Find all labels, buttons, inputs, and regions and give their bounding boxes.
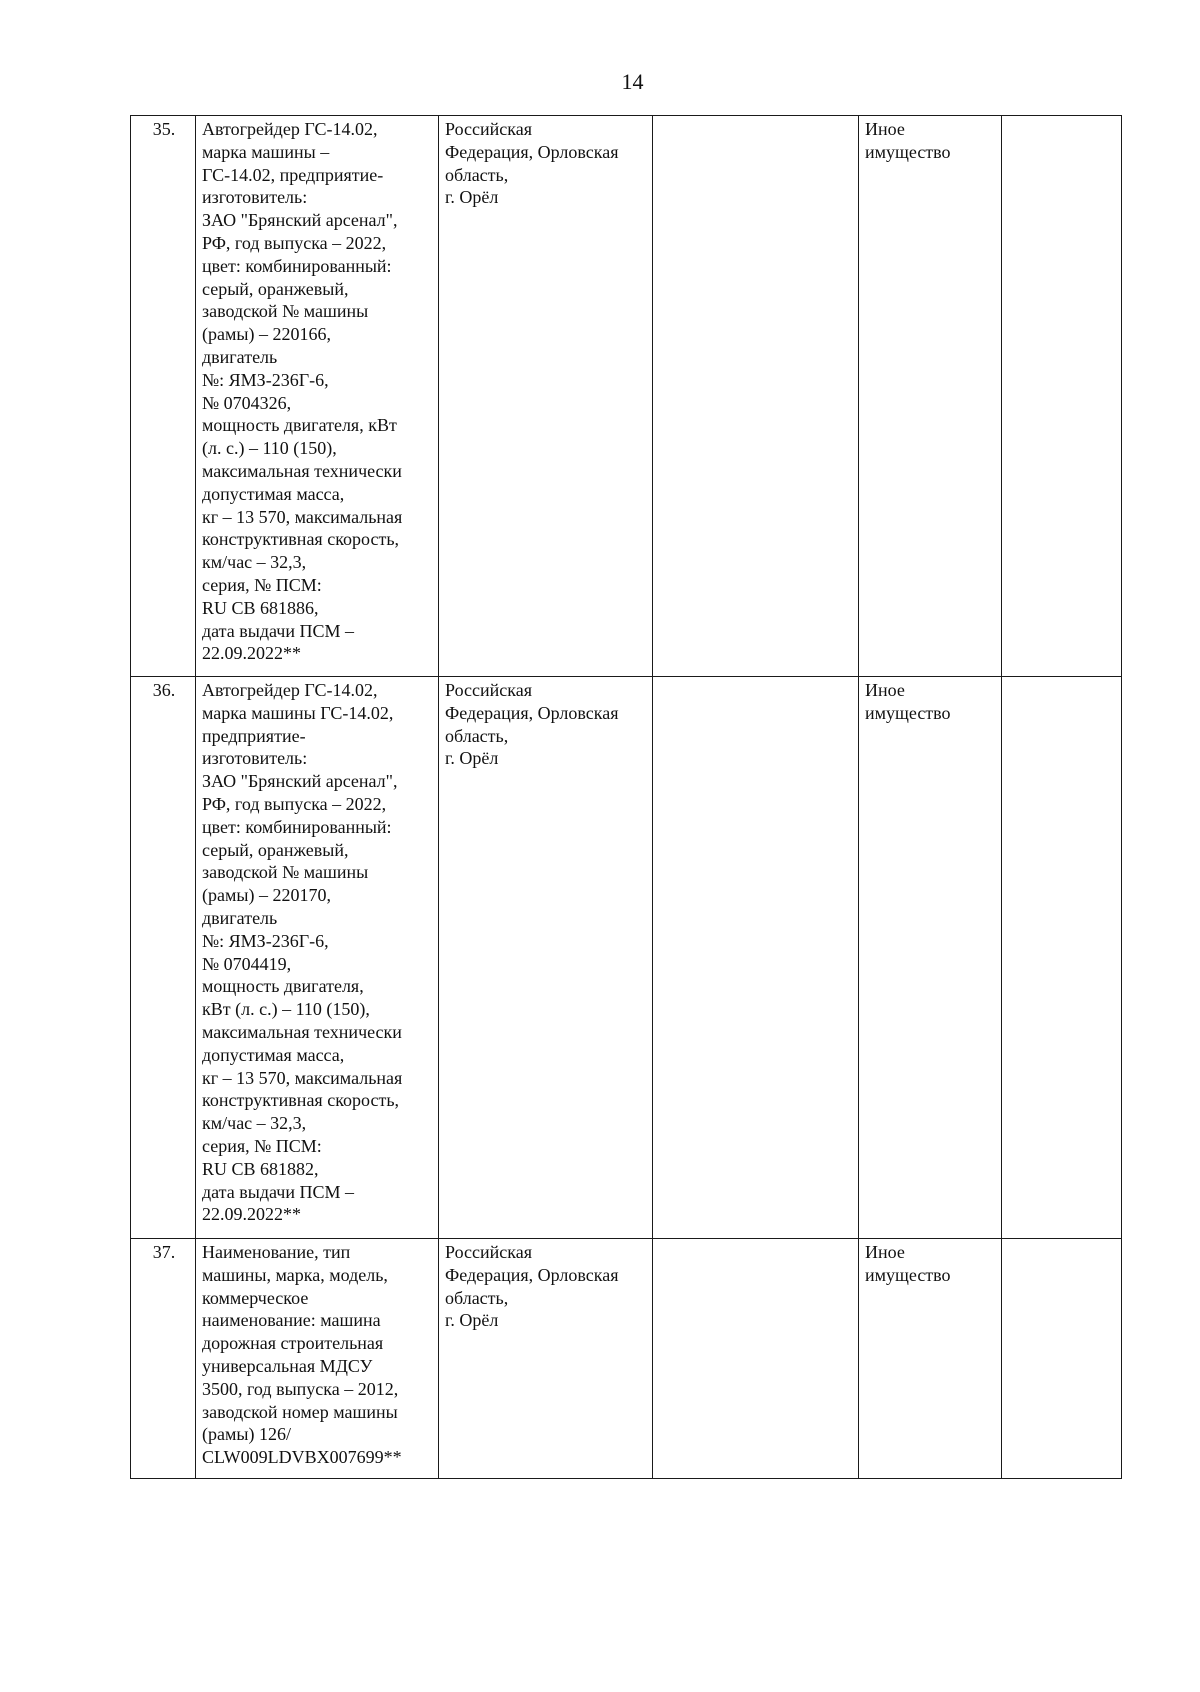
empty-cell (653, 116, 859, 677)
object-description: Наименование, тип машины, марка, модель, коммерческое наименование: машина дорожная строительная универсальная МДСУ 3500, год выпуска – 2012, заводской номер машины (рамы) 126/ CLW009LDVBX007699** (196, 1239, 439, 1479)
empty-cell (653, 677, 859, 1239)
table-row (131, 116, 1122, 677)
property-registry-table (130, 115, 1122, 1479)
row-number: 37. (131, 1239, 196, 1479)
table-row (131, 677, 1122, 1239)
property-type: Иное имущество (859, 1239, 1002, 1479)
object-location: Российская Федерация, Орловская область, г. Орёл (439, 677, 653, 1239)
table-row (131, 1239, 1122, 1479)
empty-cell (1002, 116, 1122, 677)
object-description: Автогрейдер ГС-14.02, марка машины – ГС-14.02, предприятие- изготовитель: ЗАО "Брянский арсенал", РФ, год выпуска – 2022, цвет: комбинированный: серый, оранжевый, заводской № машины (рамы) – 220166, двигатель №: ЯМЗ-236Г-6, № 0704326, мощность двигателя, кВт (л. с.) – 110 (150), максимальная технически допустимая масса, кг – 13 570, максимальная конструктивная скорость, км/час – 32,3, серия, № ПСМ: RU CB 681886, дата выдачи ПСМ – 22.09.2022** (196, 116, 439, 677)
page-number: 14 (621, 69, 644, 94)
object-location: Российская Федерация, Орловская область, г. Орёл (439, 1239, 653, 1479)
row-number: 36. (131, 677, 196, 1239)
empty-cell (1002, 677, 1122, 1239)
empty-cell (1002, 1239, 1122, 1479)
object-description: Автогрейдер ГС-14.02, марка машины ГС-14.02, предприятие- изготовитель: ЗАО "Брянский арсенал", РФ, год выпуска – 2022, цвет: комбинированный: серый, оранжевый, заводской № машины (рамы) – 220170, двигатель №: ЯМЗ-236Г-6, № 0704419, мощность двигателя, кВт (л. с.) – 110 (150), максимальная технически допустимая масса, кг – 13 570, максимальная конструктивная скорость, км/час – 32,3, серия, № ПСМ: RU CB 681882, дата выдачи ПСМ – 22.09.2022** (196, 677, 439, 1239)
object-location: Российская Федерация, Орловская область, г. Орёл (439, 116, 653, 677)
empty-cell (653, 1239, 859, 1479)
row-number: 35. (131, 116, 196, 677)
property-type: Иное имущество (859, 677, 1002, 1239)
property-type: Иное имущество (859, 116, 1002, 677)
